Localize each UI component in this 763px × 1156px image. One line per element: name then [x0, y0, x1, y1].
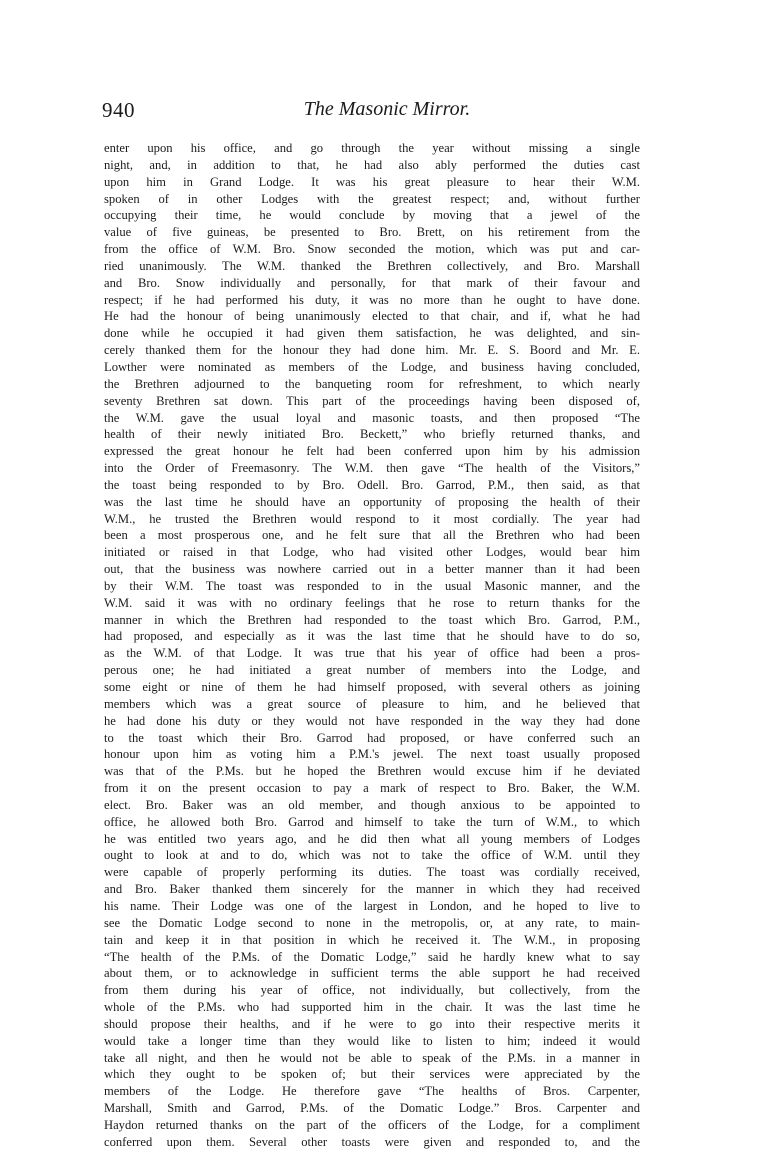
text-line: the Brethren adjourned to the banqueting room for refreshment, to which nearly — [104, 376, 640, 391]
text-line: about them, or to acknowledge in sufficient terms the able support he had received — [104, 966, 640, 981]
text-line: which they ought to be spoken of; but their services were appreciated by the — [104, 1067, 640, 1082]
text-line: value of five guineas, be presented to Bro. Brett, on his retirement from the — [104, 225, 640, 240]
text-line: would take a longer time than they would like to listen to him; indeed it would — [104, 1033, 640, 1048]
text-line: from the office of W.M. Bro. Snow seconded the motion, which was put and car- — [104, 242, 640, 257]
text-line: he was entitled two years ago, and he did then what all young members of Lodges — [104, 831, 640, 846]
text-line: occupying their time, he would conclude by moving that a jewel of the — [104, 208, 640, 223]
text-line: elect. Bro. Baker was an old member, and though anxious to be appointed to — [104, 797, 640, 812]
text-line: see the Domatic Lodge second to none in the metropolis, or, at any rate, to main- — [104, 915, 640, 930]
text-line: ought to look at and to do, which was not to take the office of W.M. until they — [104, 848, 640, 863]
text-line: respect; if he had performed his duty, it was no more than he ought to have done. — [104, 292, 640, 307]
text-line: office, he allowed both Bro. Garrod and himself to take the turn of W.M., to which — [104, 814, 640, 829]
text-line: spoken of in other Lodges with the greatest respect; and, without further — [104, 191, 640, 206]
text-line: as the W.M. of that Lodge. It was true that his year of office had been a pros- — [104, 646, 640, 661]
text-line: from it on the present occasion to pay a mark of respect to Bro. Baker, the W.M. — [104, 781, 640, 796]
text-line: W.M. said it was with no ordinary feelings that he rose to return thanks for the — [104, 595, 640, 610]
text-line: tain and keep it in that position in which he received it. The W.M., in proposing — [104, 932, 640, 947]
text-line: he had done his duty or they would not have responded in the way they had done — [104, 713, 640, 728]
text-line: members of the Lodge. He therefore gave “The healths of Bros. Carpenter, — [104, 1084, 640, 1099]
text-line: the W.M. gave the usual loyal and masonic toasts, and then proposed “The — [104, 410, 640, 425]
text-line: the toast being responded to by Bro. Odell. Bro. Garrod, P.M., then said, as that — [104, 477, 640, 492]
text-line: Lowther were nominated as members of the Lodge, and business having concluded, — [104, 359, 640, 374]
text-line: manner in which the Brethren had responded to the toast which Bro. Garrod, P.M., — [104, 612, 640, 627]
page-number: 940 — [102, 98, 135, 122]
text-line: Haydon returned thanks on the part of the officers of the Lodge, for a compliment — [104, 1117, 640, 1132]
text-line: upon him in Grand Lodge. It was his great pleasure to hear their W.M. — [104, 174, 640, 189]
text-line: into the Order of Freemasonry. The W.M. then gave “The health of the Visitors,” — [104, 461, 640, 476]
text-line: ried unanimously. The W.M. thanked the Brethren collectively, and Bro. Marshall — [104, 258, 640, 273]
text-line: cerely thanked them for the honour they had done him. Mr. E. S. Boord and Mr. E. — [104, 343, 640, 358]
text-line: was that of the P.Ms. but he hoped the Brethren would excuse him if he deviated — [104, 764, 640, 779]
text-line: honour upon him as voting him a P.M.'s jewel. The next toast usually proposed — [104, 747, 640, 762]
page-header — [102, 98, 672, 128]
text-line: perous one; he had initiated a great number of members into the Lodge, and — [104, 663, 640, 678]
text-line: been a most prosperous one, and he felt sure that all the Brethren who had been — [104, 528, 640, 543]
text-line: by their W.M. The toast was responded to in the usual Masonic manner, and the — [104, 578, 640, 593]
text-line: whole of the P.Ms. who had supported him in the chair. It was the last time he — [104, 1000, 640, 1015]
text-line: enter upon his office, and go through the year without missing a single — [104, 141, 640, 155]
text-line: He had the honour of being unanimously elected to that chair, and if, what he had — [104, 309, 640, 324]
text-line: some eight or nine of them he had himself proposed, with several others as joining — [104, 680, 640, 694]
text-line: out, that the business was nowhere carried out in a better manner than it had been — [104, 562, 640, 577]
text-line: should propose their healths, and if he were to go into their respective merits it — [104, 1016, 640, 1031]
text-line: members which was a great source of pleasure to him, and he believed that — [104, 696, 640, 711]
text-line: from them during his year of office, not individually, but collectively, from the — [104, 983, 640, 998]
text-line: initiated or raised in that Lodge, who had visited other Lodges, would bear him — [104, 545, 640, 560]
text-line: and Bro. Snow individually and personally, for that mark of their favour and — [104, 275, 640, 290]
text-line: his name. Their Lodge was one of the largest in London, and he hoped to live to — [104, 898, 640, 913]
text-line: was the last time he should have an opportunity of proposing the health of their — [104, 494, 640, 509]
text-line: had proposed, and especially as it was the last time that he should have to do so, — [104, 629, 640, 644]
text-line: were capable of properly performing its duties. The toast was cordially received, — [104, 865, 640, 880]
text-line: done while he occupied it had given them satisfaction, he was delighted, and sin- — [104, 326, 640, 341]
text-line: Marshall, Smith and Garrod, P.Ms. of the Domatic Lodge.” Bros. Carpenter and — [104, 1101, 640, 1116]
text-line: and Bro. Baker thanked them sincerely for the manner in which they had received — [104, 882, 640, 897]
text-line: W.M., he trusted the Brethren would respond to it most cordially. The year had — [104, 511, 640, 526]
text-line: health of their newly initiated Bro. Beckett,” who briefly returned thanks, and — [104, 427, 640, 442]
text-line: take all night, and then he would not be able to speak of the P.Ms. in a manner in — [104, 1050, 640, 1065]
text-line: seventy Brethren sat down. This part of the proceedings having been disposed of, — [104, 393, 640, 408]
text-line: expressed the great honour he felt had been conferred upon him by his admission — [104, 444, 640, 459]
text-line: night, and, in addition to that, he had also ably performed the duties cast — [104, 157, 640, 172]
running-title: The Masonic Mirror. — [303, 98, 471, 120]
body-text — [104, 140, 640, 1151]
text-line: to the toast which their Bro. Garrod had proposed, or have conferred such an — [104, 730, 640, 745]
text-line: “The health of the P.Ms. of the Domatic Lodge,” said he hardly knew what to say — [104, 949, 640, 964]
text-line: conferred upon them. Several other toasts were given and responded to, and the — [104, 1134, 640, 1149]
